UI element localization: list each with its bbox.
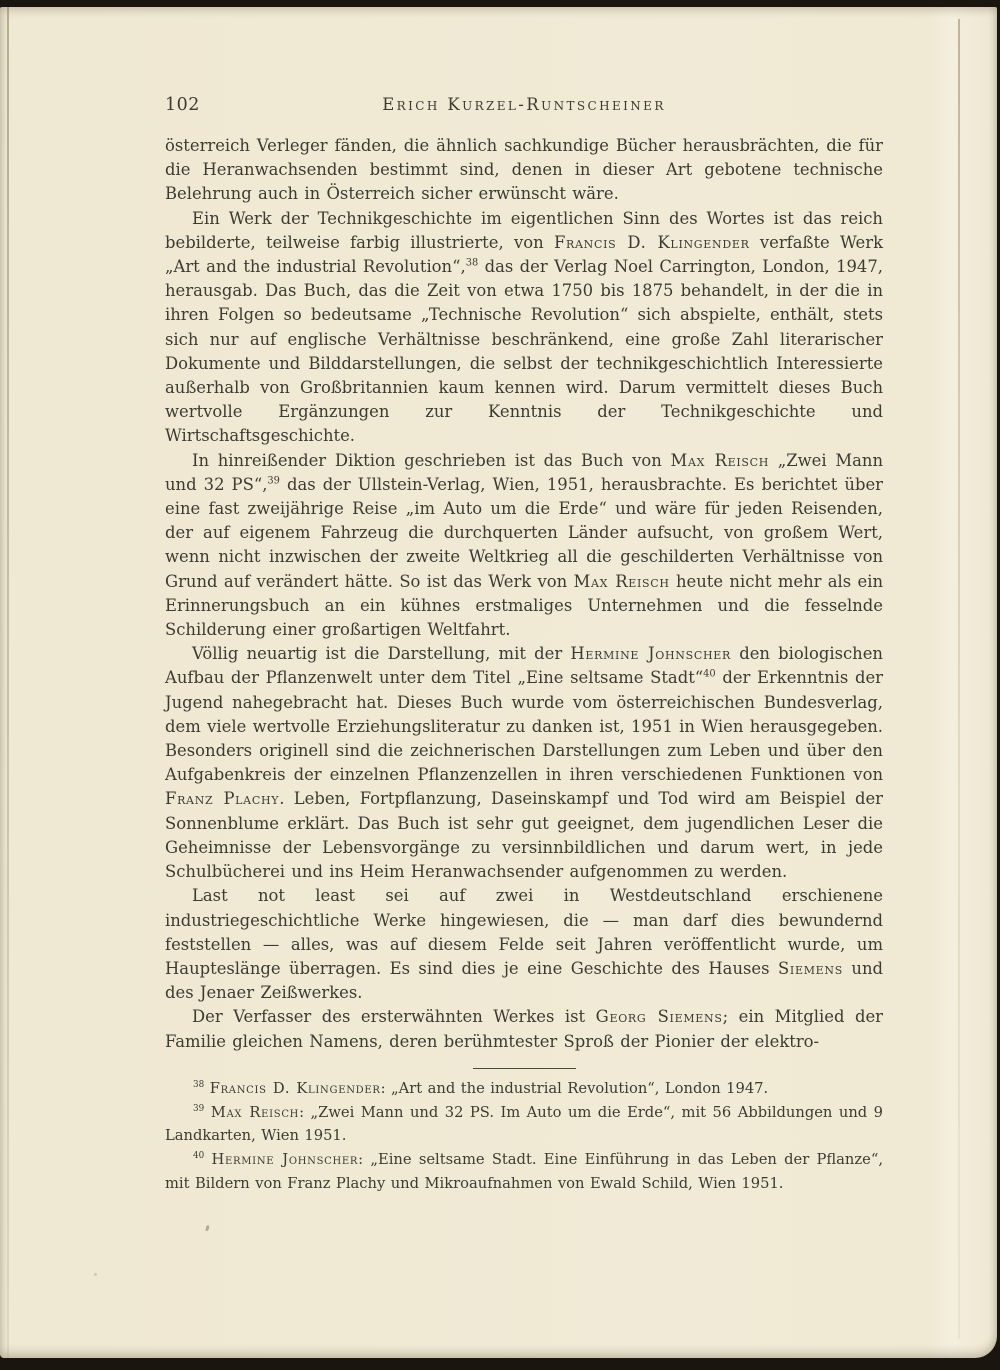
scan-speck xyxy=(94,1273,97,1276)
paragraph: Völlig neuartig ist die Darstellung, mit der Hermine Johnscher den biologischen Aufbau der Pflanzenwelt unter dem Titel „Eine seltsame Stadt“$^{40}$ der Erkenntnis der Jugend nahegebracht hat. Dieses Buch wurde vom österreichischen Bundesverlag, dem viele wertvolle Erziehungsliteratur zu danken ist, 1951 in Wien herausgegeben. Besonders originell sind die zeichnerischen Darstellungen zum Leben und über den Aufgabenkreis der einzelnen Pflanzenzellen in ihren verschiedenen Funktionen von Franz Plachy. Leben, Fortpflanzung, Daseinskampf und Tod wird am Beispiel der Sonnenblume erklärt. Das Buch ist sehr gut geeignet, dem jugendlichen Leser die Geheimnisse der Lebensvorgänge zu versinnbildlichen und darum wert, in jede Schulbücherei und ins Heim Heranwachsender aufgenommen zu werden. xyxy=(165,644,883,882)
page-content xyxy=(165,7,883,1196)
footnotes xyxy=(165,1077,883,1196)
small-caps-name: Georg Siemens xyxy=(595,1007,723,1027)
small-caps-name: Francis D. Klingender xyxy=(553,232,750,252)
paragraph: Der Verfasser des ersterwähnten Werkes ist Georg Siemens; ein Mitglied der Familie gleichen Namens, deren berühmtester Sproß der Pionier der elektro- xyxy=(165,1007,883,1051)
footnote: $^{38}$ Francis D. Klingender: „Art and the industrial Revolution“, London 1947. xyxy=(193,1079,769,1097)
footnote-marker: 40 xyxy=(193,1151,205,1162)
small-caps-name: Hermine Johnscher xyxy=(211,1151,359,1169)
small-caps-name: Max Reisch xyxy=(670,450,770,470)
paragraph: Ein Werk der Technikgeschichte im eigentlichen Sinn des Wortes ist das reich bebilderte, teilweise farbig illustrierte, von Francis D. Klingender verfaßte Werk „Art and the industrial Revolution“,$^{38}$ das der Verlag Noel Carrington, London, 1947, herausgab. Das Buch, das die Zeit von etwa 1750 bis 1875 behandelt, in der die in ihren Folgen so bedeutsame „Technische Revolution“ sich abspielte, enthält, stets sich nur auf englische Verhältnisse beschränkend, eine große Zahl literarischer Dokumente und Bilddarstellungen, die selbst der technikgeschichtlich Interessierte außerhalb von Großbritannien kaum kennen wird. Darum vermittelt dieses Buch wertvolle Ergänzungen zur Kenntnis der Technikgeschichte und Wirtschaftsgeschichte. xyxy=(165,208,884,446)
page-header xyxy=(165,95,883,117)
small-caps-name: Max Reisch xyxy=(573,571,670,591)
small-caps-name: Francis D. Klingender xyxy=(209,1079,381,1097)
page-edge-crease xyxy=(958,19,960,1339)
footnote-marker: 38 xyxy=(193,1079,205,1090)
small-caps-name: Siemens xyxy=(777,958,843,978)
page-number: 102 xyxy=(165,95,200,115)
footnote-reference: 40 xyxy=(703,669,716,680)
book-page xyxy=(0,7,997,1358)
small-caps-name: Max Reisch xyxy=(210,1103,300,1121)
scan-speck xyxy=(205,1225,209,1232)
footnote-separator xyxy=(473,1068,576,1069)
small-caps-name: Hermine Johnscher xyxy=(570,644,731,664)
paragraph: In hinreißender Diktion geschrieben ist das Buch von Max Reisch „Zwei Mann und 32 PS“,$^{39}$ das der Ullstein-Verlag, Wien, 1951, herausbrachte. Es berichtet über eine fast zweijährige Reise „im Auto um die Erde“ und wäre für jeden Reisenden, der auf eigenem Fahrzeug die durchquerten Länder aufsucht, von großem Wert, wenn nicht inzwischen der zweite Weltkrieg all die geschilderten Verhältnisse von Grund auf verändert hätte. So ist das Werk von Max Reisch heute nicht mehr als ein Erinnerungsbuch an ein kühnes erstmaliges Unternehmen und die fesselnde Schilderung einer großartigen Weltfahrt. xyxy=(165,450,884,640)
running-title: Erich Kurzel-Runtscheiner xyxy=(382,95,666,114)
page-gutter-crease xyxy=(7,7,9,1358)
small-caps-name: Franz Plachy xyxy=(165,789,280,809)
paragraph: Last not least sei auf zwei in Westdeutschland erschienene industriegeschichtliche Werke hingewiesen, die — man darf dies bewundernd feststellen — alles, was auf diesem Felde seit Jahren veröffentlicht wurde, um Haupteslänge überragen. Es sind dies je eine Geschichte des Hauses Siemens und des Jenaer Zeißwerkes. xyxy=(165,886,883,1003)
footnote: $^{40}$ Hermine Johnscher: „Eine seltsame Stadt. Eine Einführung in das Leben der Pflanze“, mit Bildern von Franz Plachy und Mikroaufnahmen von Ewald Schild, Wien 1951. xyxy=(165,1151,884,1192)
footnote: $^{39}$ Max Reisch: „Zwei Mann und 32 PS. Im Auto um die Erde“, mit 56 Abbildungen und 9 Landkarten, Wien 1951. xyxy=(165,1103,883,1145)
footnote-reference: 39 xyxy=(267,475,280,487)
footnote-marker: 39 xyxy=(193,1103,205,1114)
body-text xyxy=(165,134,883,1054)
footnote-reference: 38 xyxy=(465,257,479,269)
paragraph: österreich Verleger fänden, die ähnlich sachkundige Bücher herausbrächten, die für die Heranwachsenden bestimmt sind, denen in dieser Art gebotene technische Belehrung auch in Österreich sicher erwünscht wäre. xyxy=(165,136,883,204)
